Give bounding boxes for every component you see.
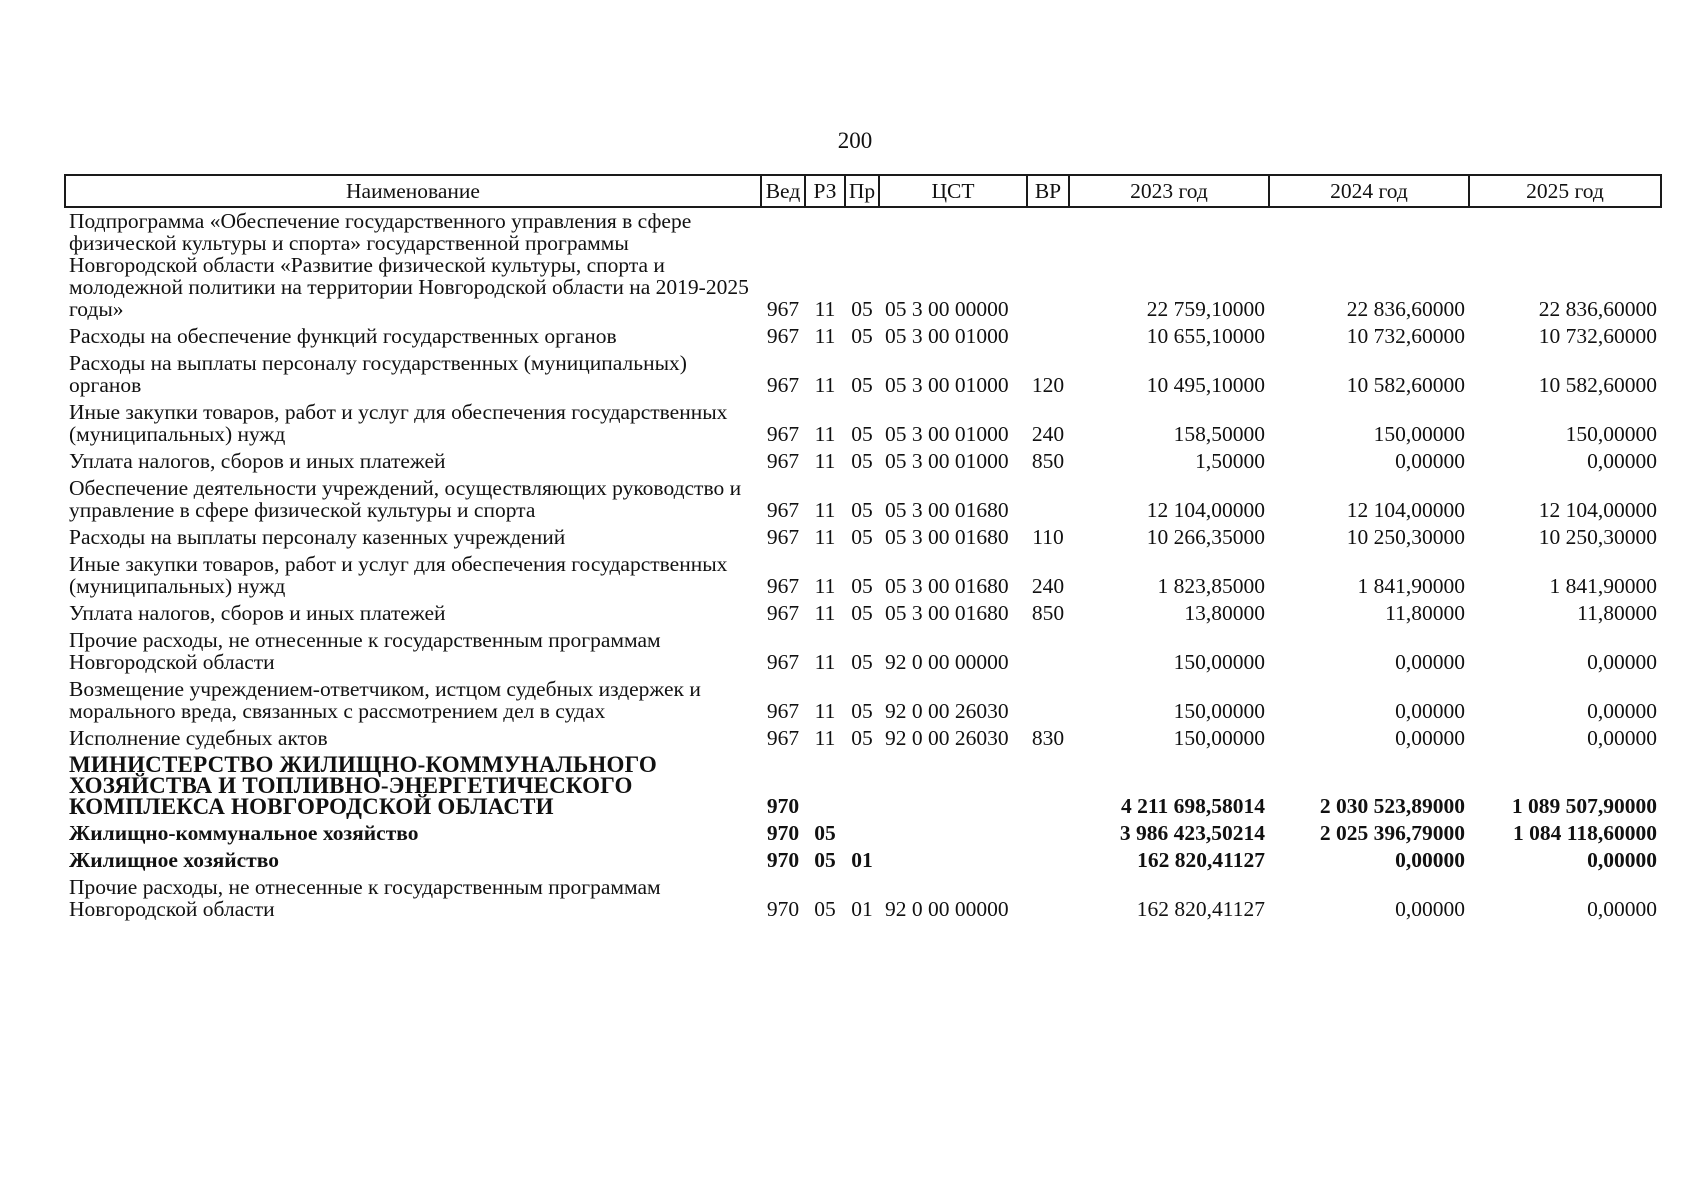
row-2023: 162 820,41127	[1136, 897, 1265, 921]
row-2024: 2 025 396,79000	[1319, 821, 1465, 845]
row-2025: 0,00000	[1587, 650, 1657, 674]
row-pr	[845, 752, 879, 820]
table-row	[65, 323, 1661, 350]
table-row-subsection	[65, 847, 1661, 874]
row-2023: 10 655,10000	[1146, 324, 1265, 348]
row-name: Расходы на выплаты персоналу казенных учреждений	[69, 525, 566, 549]
row-rz: 11	[814, 422, 836, 446]
row-cst	[879, 847, 1027, 874]
row-2023: 150,00000	[1173, 650, 1265, 674]
row-rz	[805, 752, 845, 820]
row-2025: 10 582,60000	[1538, 373, 1657, 397]
table-row	[65, 350, 1661, 399]
table-row	[65, 725, 1661, 752]
row-pr: 05	[851, 373, 873, 397]
row-name: МИНИСТЕРСТВО ЖИЛИЩНО-КОММУНАЛЬНОГО ХОЗЯЙСТВА И ТОПЛИВНО-ЭНЕРГЕТИЧЕСКОГО КОМПЛЕКСА НОВГОРОДСКОЙ ОБЛАСТИ	[69, 752, 657, 819]
row-cst: 92 0 00 00000	[885, 897, 1009, 921]
row-2024: 0,00000	[1395, 726, 1465, 750]
row-pr: 01	[851, 848, 873, 872]
row-pr: 05	[851, 699, 873, 723]
row-vr	[1027, 676, 1069, 725]
table-header-row	[65, 175, 1661, 207]
header-2024: 2024 год	[1269, 175, 1469, 207]
row-name: Исполнение судебных актов	[69, 726, 328, 750]
row-pr	[845, 820, 879, 847]
table-row-ministry	[65, 752, 1661, 820]
row-2023: 4 211 698,58014	[1121, 794, 1265, 818]
row-2023: 150,00000	[1173, 726, 1265, 750]
row-2025: 10 250,30000	[1538, 525, 1657, 549]
row-pr: 05	[851, 726, 873, 750]
row-rz: 05	[814, 897, 836, 921]
row-name: Возмещение учреждением-ответчиком, истцом судебных издержек и морального вреда, связанных с рассмотрением дел в судах	[69, 677, 701, 723]
row-2023: 13,80000	[1184, 601, 1265, 625]
row-rz: 11	[814, 699, 836, 723]
row-rz: 11	[814, 601, 836, 625]
row-2025: 0,00000	[1587, 699, 1657, 723]
row-2025: 1 089 507,90000	[1511, 794, 1657, 818]
row-2025: 22 836,60000	[1538, 297, 1657, 321]
budget-table	[64, 174, 1662, 923]
row-rz: 11	[814, 297, 836, 321]
row-name: Расходы на выплаты персоналу государственных (муниципальных) органов	[69, 351, 687, 397]
table-row	[65, 551, 1661, 600]
row-ved: 967	[766, 373, 800, 397]
row-2025: 12 104,00000	[1538, 498, 1657, 522]
row-2024: 2 030 523,89000	[1319, 794, 1465, 818]
row-2025: 1 084 118,60000	[1513, 821, 1657, 845]
table-row	[65, 600, 1661, 627]
row-pr: 05	[851, 574, 873, 598]
row-name: Иные закупки товаров, работ и услуг для обеспечения государственных (муниципальных) нужд	[69, 400, 728, 446]
header-ved: Вед	[761, 175, 805, 207]
header-2023: 2023 год	[1069, 175, 1269, 207]
row-cst: 05 3 00 01680	[885, 498, 1009, 522]
row-ved: 970	[766, 897, 800, 921]
row-2023: 162 820,41127	[1137, 848, 1265, 872]
row-ved: 967	[766, 574, 800, 598]
row-pr: 01	[851, 897, 873, 921]
row-vr: 240	[1031, 422, 1065, 446]
row-vr	[1027, 874, 1069, 923]
row-cst: 92 0 00 26030	[885, 726, 1009, 750]
row-2024: 11,80000	[1385, 601, 1465, 625]
row-2025: 0,00000	[1587, 726, 1657, 750]
row-2023: 10 266,35000	[1146, 525, 1265, 549]
row-cst: 05 3 00 01000	[885, 422, 1009, 446]
row-ved: 970	[766, 794, 800, 818]
row-ved: 970	[766, 848, 800, 872]
header-vr: ВР	[1027, 175, 1069, 207]
row-2024: 0,00000	[1395, 449, 1465, 473]
header-cst: ЦСТ	[879, 175, 1027, 207]
table-row	[65, 475, 1661, 524]
page-number: 200	[837, 128, 873, 153]
row-cst: 05 3 00 01680	[885, 525, 1009, 549]
row-name: Обеспечение деятельности учреждений, осуществляющих руководство и управление в сфере физической культуры и спорта	[69, 476, 742, 522]
row-name: Уплата налогов, сборов и иных платежей	[69, 601, 446, 625]
row-vr	[1027, 627, 1069, 676]
header-pr: Пр	[845, 175, 879, 207]
row-rz: 11	[814, 726, 836, 750]
row-ved: 967	[766, 699, 800, 723]
row-vr	[1027, 323, 1069, 350]
table-row	[65, 207, 1661, 323]
row-2024: 0,00000	[1395, 848, 1465, 872]
row-cst: 92 0 00 26030	[885, 699, 1009, 723]
row-vr: 120	[1031, 373, 1065, 397]
header-rz: РЗ	[805, 175, 845, 207]
row-name: Жилищное хозяйство	[69, 848, 279, 872]
row-pr: 05	[851, 650, 873, 674]
table-row-section	[65, 820, 1661, 847]
row-name: Подпрограмма «Обеспечение государственного управления в сфере физической культуры и спорта» государственной программы Новгородской области «Развитие физической культуры, спорта и молодежной политики на территории Новгородской области на 2019-2025 годы»	[69, 209, 749, 321]
row-vr	[1027, 752, 1069, 820]
row-pr: 05	[851, 498, 873, 522]
row-rz: 11	[814, 449, 836, 473]
table-row	[65, 524, 1661, 551]
row-ved: 967	[766, 498, 800, 522]
row-vr	[1027, 820, 1069, 847]
row-2024: 1 841,90000	[1357, 574, 1465, 598]
row-2023: 1 823,85000	[1157, 574, 1265, 598]
row-rz: 11	[814, 574, 836, 598]
row-2023: 12 104,00000	[1146, 498, 1265, 522]
row-ved: 967	[766, 726, 800, 750]
row-2025: 0,00000	[1587, 449, 1657, 473]
row-2025: 0,00000	[1587, 897, 1657, 921]
row-name: Жилищно-коммунальное хозяйство	[69, 821, 419, 845]
table-row	[65, 676, 1661, 725]
row-pr: 05	[851, 422, 873, 446]
row-2024: 10 250,30000	[1346, 525, 1465, 549]
row-2023: 10 495,10000	[1146, 373, 1265, 397]
row-vr: 850	[1031, 601, 1065, 625]
row-cst	[879, 752, 1027, 820]
row-ved: 967	[766, 650, 800, 674]
row-ved: 967	[766, 449, 800, 473]
row-2025: 0,00000	[1587, 848, 1657, 872]
row-2023: 22 759,10000	[1146, 297, 1265, 321]
table-row	[65, 874, 1661, 923]
row-vr	[1027, 847, 1069, 874]
row-ved: 967	[766, 422, 800, 446]
table-row	[65, 448, 1661, 475]
row-vr: 240	[1031, 574, 1065, 598]
row-pr: 05	[851, 449, 873, 473]
row-ved: 967	[766, 601, 800, 625]
row-cst	[879, 820, 1027, 847]
row-name: Прочие расходы, не отнесенные к государственным программам Новгородской области	[69, 628, 661, 674]
row-2025: 1 841,90000	[1549, 574, 1657, 598]
row-2023: 158,50000	[1173, 422, 1265, 446]
row-2025: 150,00000	[1565, 422, 1657, 446]
header-2025: 2025 год	[1469, 175, 1661, 207]
row-2025: 10 732,60000	[1538, 324, 1657, 348]
row-vr: 850	[1031, 449, 1065, 473]
row-name: Прочие расходы, не отнесенные к государственным программам Новгородской области	[69, 875, 661, 921]
row-2024: 10 732,60000	[1346, 324, 1465, 348]
row-ved: 967	[766, 525, 800, 549]
row-cst: 05 3 00 01000	[885, 373, 1009, 397]
row-2024: 150,00000	[1373, 422, 1465, 446]
row-vr: 110	[1032, 525, 1064, 549]
row-cst: 05 3 00 01680	[885, 601, 1009, 625]
row-2025: 11,80000	[1577, 601, 1657, 625]
row-vr	[1027, 207, 1069, 323]
row-name: Уплата налогов, сборов и иных платежей	[69, 449, 446, 473]
row-rz: 05	[814, 848, 836, 872]
row-2023: 1,50000	[1195, 449, 1265, 473]
row-cst: 05 3 00 00000	[885, 297, 1009, 321]
row-vr: 830	[1031, 726, 1065, 750]
row-rz: 11	[814, 498, 836, 522]
row-2023: 150,00000	[1173, 699, 1265, 723]
row-vr	[1027, 475, 1069, 524]
header-name: Наименование	[65, 175, 761, 207]
row-rz: 11	[814, 324, 836, 348]
table-row	[65, 627, 1661, 676]
row-rz: 11	[814, 650, 836, 674]
table-row	[65, 399, 1661, 448]
row-2024: 10 582,60000	[1346, 373, 1465, 397]
row-2024: 0,00000	[1395, 897, 1465, 921]
row-2024: 22 836,60000	[1346, 297, 1465, 321]
row-pr: 05	[851, 525, 873, 549]
row-cst: 92 0 00 00000	[885, 650, 1009, 674]
row-2023: 3 986 423,50214	[1119, 821, 1265, 845]
row-cst: 05 3 00 01000	[885, 324, 1009, 348]
row-pr: 05	[851, 601, 873, 625]
row-cst: 05 3 00 01000	[885, 449, 1009, 473]
row-ved: 967	[766, 324, 800, 348]
row-name: Расходы на обеспечение функций государственных органов	[69, 324, 617, 348]
row-rz: 11	[814, 373, 836, 397]
row-ved: 970	[766, 821, 800, 845]
row-rz: 05	[814, 821, 836, 845]
row-rz: 11	[814, 525, 836, 549]
row-pr: 05	[851, 324, 873, 348]
row-2024: 0,00000	[1395, 699, 1465, 723]
row-ved: 967	[766, 297, 800, 321]
row-name: Иные закупки товаров, работ и услуг для обеспечения государственных (муниципальных) нужд	[69, 552, 728, 598]
row-pr: 05	[851, 297, 873, 321]
row-2024: 12 104,00000	[1346, 498, 1465, 522]
row-cst: 05 3 00 01680	[885, 574, 1009, 598]
row-2024: 0,00000	[1395, 650, 1465, 674]
